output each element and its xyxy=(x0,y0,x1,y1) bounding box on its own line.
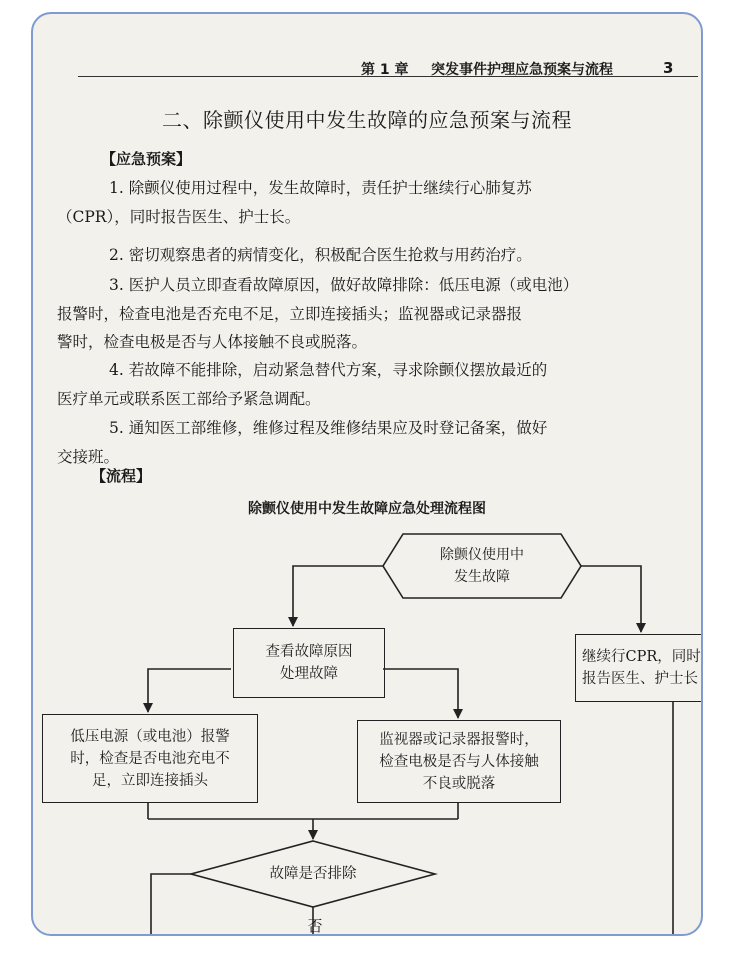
no-label: 否 xyxy=(307,917,323,935)
section-title: 二、除颤仪使用中发生故障的应急预案与流程 xyxy=(162,108,572,132)
plan-item-4-line-1: 4. 若故障不能排除，启动紧急替代方案，寻求除颤仪摆放最近的 xyxy=(109,361,548,379)
arrow-start-to-cpr xyxy=(581,566,641,632)
arrow-check-to-lowpower xyxy=(148,669,231,712)
plan-item-5-line-2: 交接班。 xyxy=(57,447,120,466)
plan-item-2-line-1: 2. 密切观察患者的病情变化，积极配合医生抢救与用药治疗。 xyxy=(109,246,532,264)
low-power-line-3: 足，立即连接插头 xyxy=(92,772,208,789)
flowchart-title: 除颤仪使用中发生故障应急处理流程图 xyxy=(248,501,486,517)
monitor-line-3: 不良或脱落 xyxy=(422,775,496,792)
start-node-line-2: 发生故障 xyxy=(454,569,510,585)
monitor-line-1: 监视器或记录器报警时， xyxy=(379,731,539,748)
arrow-start-to-check xyxy=(293,566,383,626)
flow-label: 【流程】 xyxy=(91,467,152,485)
low-power-node xyxy=(42,714,258,803)
decision-node: 故障是否排除 xyxy=(269,866,357,882)
plan-item-3-line-1: 3. 医护人员立即查看故障原因，做好故障排除：低压电源（或电池） xyxy=(109,276,579,294)
start-node xyxy=(403,544,561,588)
monitor-line-2: 检查电极是否与人体接触 xyxy=(379,753,539,770)
chapter-number: 第 1 章 xyxy=(361,62,409,78)
cpr-node-line-2: 报告医生、护士长 xyxy=(582,671,698,687)
low-power-line-2: 时，检查是否电池充电不 xyxy=(70,750,230,767)
page-number: 3 xyxy=(663,59,674,77)
plan-item-1-line-2: （CPR），同时报告医生、护士长。 xyxy=(57,207,301,226)
plan-item-1-line-1: 1. 除颤仪使用过程中，发生故障时，责任护士继续行心肺复苏 xyxy=(109,179,532,197)
check-node-line-1: 查看故障原因 xyxy=(265,644,353,660)
plan-label: 【应急预案】 xyxy=(101,150,192,168)
plan-item-3-line-2: 报警时，检查电池是否充电不足，立即连接插头；监视器或记录器报 xyxy=(57,304,523,323)
start-node-line-1: 除颤仪使用中 xyxy=(440,547,524,563)
chapter-title: 突发事件护理应急预案与流程 xyxy=(431,62,613,78)
low-power-line-1: 低压电源（或电池）报警 xyxy=(70,728,230,745)
check-node xyxy=(233,628,385,698)
plan-item-5-line-1: 5. 通知医工部维修，维修过程及维修结果应及时登记备案，做好 xyxy=(109,419,548,437)
book-page xyxy=(31,12,703,936)
plan-item-3-line-3: 警时，检查电极是否与人体接触不良或脱落。 xyxy=(57,333,368,351)
cpr-node xyxy=(575,634,703,702)
arrow-check-to-monitor xyxy=(383,669,458,718)
plan-item-4-line-2: 医疗单元或联系医工部给予紧急调配。 xyxy=(57,389,321,408)
check-node-line-2: 处理故障 xyxy=(280,666,338,682)
line-decision-left xyxy=(151,874,191,934)
cpr-node-line-1: 继续行CPR，同时 xyxy=(582,649,701,665)
monitor-node xyxy=(357,720,561,803)
